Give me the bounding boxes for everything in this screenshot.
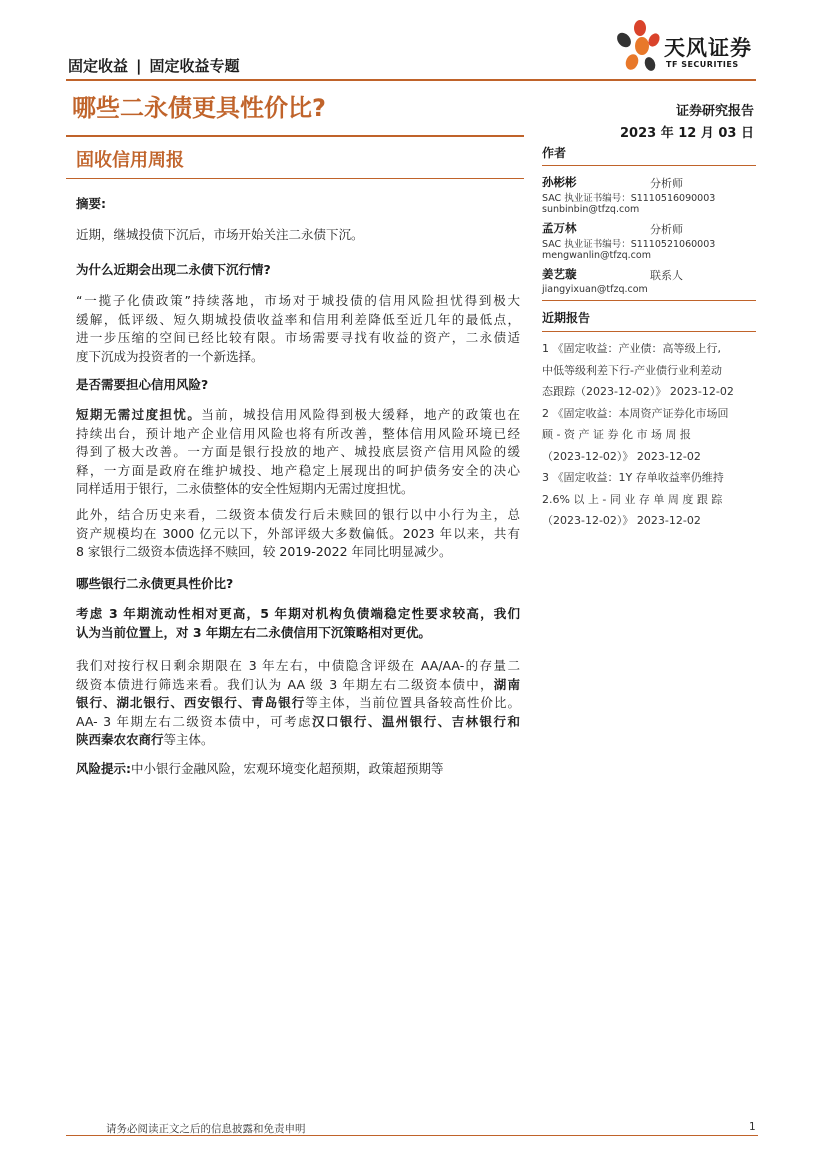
- recent-top-divider: [542, 300, 756, 301]
- intro-text: 近期，继城投债下沉后，市场开始关注二永债下沉。: [76, 227, 364, 242]
- recent-report-line: 态跟踪（2023-12-02）》 2023-12-02: [542, 385, 734, 398]
- author-card: [542, 266, 756, 300]
- author-name: 姜艺璇: [542, 267, 577, 281]
- category-separator: |: [136, 57, 142, 75]
- author-role: 分析师: [650, 223, 683, 236]
- report-title: 哪些二永债更具性价比?: [72, 94, 326, 122]
- logo-text-en: TF SECURITIES: [666, 60, 739, 69]
- author-email[interactable]: mengwanlin@tfzq.com: [542, 250, 651, 261]
- subcategory-label: 固定收益专题: [149, 57, 240, 75]
- risk-warning: [76, 759, 444, 777]
- paragraph-line: 级资本债进行筛选来看。我们认为 AA 级 3 年期左右二级资本债中，: [76, 676, 494, 692]
- section3-paragraph: [76, 657, 520, 750]
- author-role: 联系人: [650, 269, 683, 282]
- recent-report-line: （2023-12-02）》 2023-12-02: [542, 449, 701, 463]
- author-cert: SAC 执业证书编号：S1110516090003: [542, 193, 716, 204]
- paragraph-line: 8 家银行二级资本债选择不赎回，较 2019-2022 年同比明显减少。: [76, 544, 452, 559]
- author-email[interactable]: jiangyixuan@tfzq.com: [542, 284, 648, 295]
- recent-report-item[interactable]: [542, 467, 756, 532]
- header-divider: [66, 79, 756, 81]
- paragraph-line: 认为当前位置上，对 3 年期左右二永债信用下沉策略相对更优。: [76, 624, 431, 640]
- page-number: 1: [749, 1121, 756, 1133]
- risk-text: 中小银行金融风险，宏观环境变化超预期，政策超预期等: [131, 761, 444, 776]
- section2-heading: 是否需要担心信用风险?: [76, 377, 209, 392]
- category-label: 固定收益: [68, 57, 129, 75]
- recent-report-line: 3 《固定收益：1Y 存单收益率仍维持: [542, 471, 724, 484]
- logo-text-cn: 天风证券: [664, 36, 752, 60]
- logo-mark-icon: [610, 18, 664, 76]
- recent-report-line: 中低等级利差下行-产业债行业利差动: [542, 363, 722, 377]
- authors-divider: [542, 165, 756, 166]
- recent-report-line: 顾 - 资 产 证 券 化 市 场 周 报: [542, 428, 691, 441]
- section2-paragraph: [76, 406, 520, 499]
- paragraph-line: 资产规模均在 3000 亿元以下，外部评级大多数偏低。2023 年以来，共有: [76, 525, 520, 541]
- report-date: 2023 年 12 月 03 日: [620, 126, 754, 141]
- author-name: 孟万林: [542, 221, 577, 235]
- bank-names: 银行、湖北银行、西安银行、青岛银行: [76, 695, 306, 710]
- risk-label: 风险提示:: [76, 761, 131, 776]
- company-logo: [610, 18, 760, 76]
- recent-report-line: 1 《固定收益：产业债：高等级上行,: [542, 342, 721, 355]
- paragraph-line: 得到了极大改善。一方面是银行投放的地产、城投底层资产信用风险的缓: [76, 444, 520, 459]
- paragraph-line: 进一步压缩的空间已经比较有限。市场需要寻找有收益的资产，二永债适: [76, 330, 520, 345]
- paragraph-line: 等主体。: [163, 732, 214, 747]
- paragraph-line: “一揽子化债政策”持续落地，市场对于城投债的信用风险担忧得到极大: [76, 293, 520, 308]
- recent-reports-heading: 近期报告: [542, 311, 591, 325]
- author-card: [542, 220, 756, 266]
- paragraph-line: 同样适用于银行，二永债整体的安全性短期内无需过度担忧。: [76, 481, 414, 496]
- paragraph-line: 考虑 3 年期流动性相对更高，5 年期对机构负债端稳定性要求较高，我们: [76, 606, 520, 621]
- section3-heading: 哪些银行二永债更具性价比?: [76, 576, 234, 591]
- recent-report-item[interactable]: [542, 403, 756, 468]
- recent-report-line: 2 《固定收益：本周资产证券化市场回: [542, 406, 729, 420]
- paragraph-line: 等主体，当前位置具备较高性价比。: [305, 695, 520, 710]
- recent-reports-section: [542, 300, 756, 532]
- report-subtitle: 固收信用周报: [76, 150, 184, 171]
- bank-name: 湖南: [493, 676, 520, 692]
- paragraph-line: 此外，结合历史来看，二级资本债发行后未赎回的银行以中小行为主，总: [76, 507, 520, 522]
- section1-heading: 为什么近期会出现二永债下沉行情?: [76, 262, 271, 277]
- recent-report-line: （2023-12-02）》 2023-12-02: [542, 514, 701, 527]
- section2-lead: 短期无需过度担忧。: [76, 407, 202, 422]
- author-role: 分析师: [650, 177, 683, 190]
- summary-label: 摘要:: [76, 196, 106, 211]
- bank-names: 汉口银行、温州银行、吉林银行和: [312, 713, 520, 729]
- section3-bold-paragraph: [76, 605, 520, 642]
- author-card: [542, 174, 756, 220]
- author-email[interactable]: sunbinbin@tfzq.com: [542, 204, 640, 215]
- paragraph-line: 缓解，低评级、短久期城投债收益率和信用利差降低至近几年的最低点，: [76, 311, 520, 327]
- report-type: 证券研究报告: [675, 104, 754, 119]
- recent-report-line: 2.6% 以 上 - 同 业 存 单 周 度 跟 踪: [542, 492, 723, 506]
- paragraph-line: 释，一方面是政府在维护城投、地产稳定上展现出的呵护债务安全的决心: [76, 462, 520, 478]
- paragraph-line: 当前，城投信用风险得到极大缓释，地产的政策也在: [201, 407, 520, 422]
- section1-paragraph: [76, 292, 520, 366]
- paragraph-line: AA- 3 年期左右二级资本债中，可考虑: [76, 713, 312, 729]
- recent-report-item[interactable]: [542, 338, 756, 403]
- recent-divider: [542, 331, 756, 332]
- paragraph-line: 持续出台，预计地产企业信用风险也将有所改善，整体信用风险环境已经: [76, 425, 520, 441]
- bank-name: 陕西秦农农商行: [76, 732, 164, 747]
- report-category: [68, 55, 240, 76]
- authors-section: [542, 144, 756, 300]
- paragraph-line: 我们对按行权日剩余期限在 3 年左右，中债隐含评级在 AA/AA-的存量二: [76, 658, 520, 673]
- subtitle-divider: [66, 178, 524, 179]
- author-name: 孙彬彬: [542, 175, 577, 189]
- title-divider: [66, 135, 524, 137]
- footer-divider: [66, 1135, 758, 1136]
- paragraph-line: 度下沉成为投资者的一个新选择。: [76, 348, 264, 364]
- footer-disclaimer: 请务必阅读正文之后的信息披露和免责申明: [106, 1123, 306, 1135]
- author-cert: SAC 执业证书编号：S1110521060003: [542, 239, 716, 250]
- section2-paragraph-2: [76, 506, 520, 562]
- authors-heading: 作者: [542, 146, 567, 160]
